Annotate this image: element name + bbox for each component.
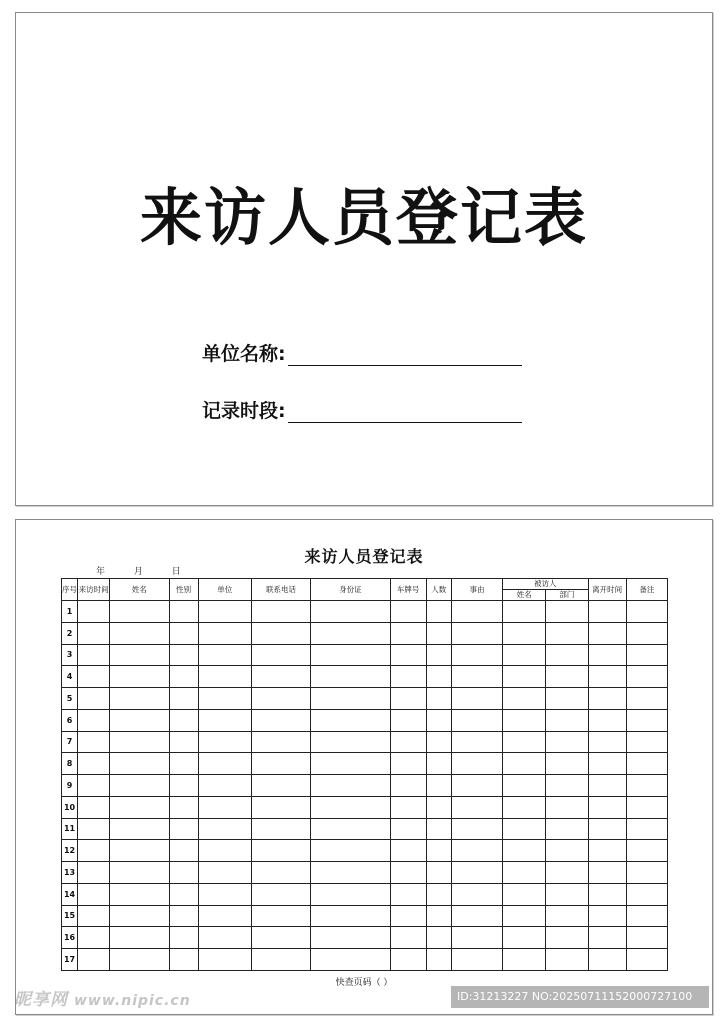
record-period-label: 记录时段:	[202, 400, 286, 422]
table-cell[interactable]	[390, 688, 426, 710]
table-cell[interactable]	[426, 731, 451, 753]
table-cell[interactable]	[626, 731, 667, 753]
table-row	[62, 666, 668, 688]
table-cell[interactable]	[390, 601, 426, 623]
table-cell[interactable]	[503, 731, 546, 753]
table-cell[interactable]	[588, 840, 626, 862]
table-cell[interactable]	[451, 862, 502, 884]
table-cell[interactable]	[503, 775, 546, 797]
row-number: 5	[62, 688, 78, 710]
table-cell[interactable]	[426, 927, 451, 949]
table-cell[interactable]	[546, 622, 588, 644]
table-cell[interactable]	[426, 666, 451, 688]
table-cell[interactable]	[198, 883, 251, 905]
header-seq: 序号	[62, 579, 78, 601]
table-cell[interactable]	[546, 796, 588, 818]
row-number: 2	[62, 622, 78, 644]
table-cell[interactable]	[451, 666, 502, 688]
table-cell[interactable]	[426, 818, 451, 840]
table-cell[interactable]	[503, 644, 546, 666]
table-cell[interactable]	[426, 601, 451, 623]
table-cell[interactable]	[78, 840, 110, 862]
date-line	[96, 564, 207, 577]
watermark-id-banner: ID:31213227 NO:20250711152000727100	[451, 986, 709, 1008]
table-cell[interactable]	[251, 688, 310, 710]
table-cell[interactable]	[451, 753, 502, 775]
table-cell[interactable]	[251, 775, 310, 797]
cover-page	[15, 12, 713, 506]
header-visit-time: 来访时间	[78, 579, 110, 601]
table-cell[interactable]	[451, 622, 502, 644]
table-cell[interactable]	[426, 775, 451, 797]
table-cell[interactable]	[390, 818, 426, 840]
header-phone: 联系电话	[251, 579, 310, 601]
table-cell[interactable]	[390, 622, 426, 644]
register-table-body	[62, 601, 668, 971]
table-cell[interactable]	[198, 775, 251, 797]
table-cell[interactable]	[198, 927, 251, 949]
row-number: 16	[62, 927, 78, 949]
unit-name-field	[202, 339, 522, 366]
table-cell[interactable]	[588, 731, 626, 753]
table-cell[interactable]	[169, 666, 198, 688]
table-cell[interactable]	[198, 688, 251, 710]
table-cell[interactable]	[251, 622, 310, 644]
table-row	[62, 796, 668, 818]
table-cell[interactable]	[626, 949, 667, 971]
table-cell[interactable]	[546, 775, 588, 797]
table-cell[interactable]	[588, 796, 626, 818]
table-cell[interactable]	[451, 644, 502, 666]
table-cell[interactable]	[588, 688, 626, 710]
table-row	[62, 775, 668, 797]
table-cell[interactable]	[588, 601, 626, 623]
table-cell[interactable]	[451, 840, 502, 862]
table-cell[interactable]	[311, 622, 390, 644]
table-cell[interactable]	[78, 666, 110, 688]
table-cell[interactable]	[503, 862, 546, 884]
table-cell[interactable]	[311, 905, 390, 927]
table-cell[interactable]	[546, 818, 588, 840]
table-cell[interactable]	[311, 883, 390, 905]
table-cell[interactable]	[426, 709, 451, 731]
table-cell[interactable]	[251, 949, 310, 971]
table-cell[interactable]	[110, 840, 169, 862]
table-cell[interactable]	[78, 601, 110, 623]
table-cell[interactable]	[198, 731, 251, 753]
table-cell[interactable]	[546, 840, 588, 862]
table-cell[interactable]	[588, 818, 626, 840]
row-number: 11	[62, 818, 78, 840]
table-cell[interactable]	[588, 644, 626, 666]
table-cell[interactable]	[78, 753, 110, 775]
header-count: 人数	[426, 579, 451, 601]
table-cell[interactable]	[426, 644, 451, 666]
table-cell[interactable]	[251, 862, 310, 884]
table-cell[interactable]	[451, 796, 502, 818]
table-row	[62, 927, 668, 949]
table-cell[interactable]	[78, 905, 110, 927]
table-cell[interactable]	[546, 731, 588, 753]
table-cell[interactable]	[169, 601, 198, 623]
table-cell[interactable]	[78, 775, 110, 797]
row-number: 8	[62, 753, 78, 775]
table-cell[interactable]	[390, 709, 426, 731]
table-cell[interactable]	[110, 949, 169, 971]
table-cell[interactable]	[588, 753, 626, 775]
table-cell[interactable]	[503, 949, 546, 971]
table-cell[interactable]	[626, 601, 667, 623]
table-cell[interactable]	[110, 622, 169, 644]
table-cell[interactable]	[169, 927, 198, 949]
header-reason: 事由	[451, 579, 502, 601]
table-cell[interactable]	[426, 688, 451, 710]
table-cell[interactable]	[198, 644, 251, 666]
table-cell[interactable]	[198, 862, 251, 884]
table-cell[interactable]	[626, 840, 667, 862]
table-cell[interactable]	[311, 775, 390, 797]
table-cell[interactable]	[110, 644, 169, 666]
table-row	[62, 818, 668, 840]
header-name: 姓名	[110, 579, 169, 601]
table-cell[interactable]	[588, 622, 626, 644]
table-cell[interactable]	[169, 709, 198, 731]
table-cell[interactable]	[198, 622, 251, 644]
table-cell[interactable]	[626, 796, 667, 818]
table-row	[62, 883, 668, 905]
table-cell[interactable]	[78, 883, 110, 905]
table-cell[interactable]	[390, 949, 426, 971]
table-cell[interactable]	[110, 818, 169, 840]
table-cell[interactable]	[78, 818, 110, 840]
table-row	[62, 949, 668, 971]
table-cell[interactable]	[78, 796, 110, 818]
table-row	[62, 688, 668, 710]
table-cell[interactable]	[251, 731, 310, 753]
table-cell[interactable]	[451, 731, 502, 753]
table-cell[interactable]	[626, 622, 667, 644]
table-cell[interactable]	[198, 709, 251, 731]
table-cell[interactable]	[78, 862, 110, 884]
table-cell[interactable]	[78, 949, 110, 971]
table-cell[interactable]	[311, 927, 390, 949]
table-cell[interactable]	[588, 905, 626, 927]
table-cell[interactable]	[626, 688, 667, 710]
cover-title: 来访人员登记表	[139, 181, 588, 254]
table-cell[interactable]	[251, 601, 310, 623]
table-cell[interactable]	[451, 775, 502, 797]
table-cell[interactable]	[503, 753, 546, 775]
table-cell[interactable]	[251, 840, 310, 862]
table-cell[interactable]	[311, 731, 390, 753]
row-number: 17	[62, 949, 78, 971]
unit-name-blank-line	[288, 347, 522, 366]
table-cell[interactable]	[311, 840, 390, 862]
table-cell[interactable]	[198, 796, 251, 818]
table-cell[interactable]	[169, 905, 198, 927]
table-cell[interactable]	[390, 644, 426, 666]
table-cell[interactable]	[546, 709, 588, 731]
table-cell[interactable]	[251, 905, 310, 927]
table-cell[interactable]	[78, 688, 110, 710]
table-cell[interactable]	[110, 883, 169, 905]
table-cell[interactable]	[110, 666, 169, 688]
row-number: 7	[62, 731, 78, 753]
table-cell[interactable]	[110, 862, 169, 884]
table-cell[interactable]	[251, 709, 310, 731]
table-cell[interactable]	[311, 709, 390, 731]
table-cell[interactable]	[451, 709, 502, 731]
table-cell[interactable]	[169, 949, 198, 971]
table-cell[interactable]	[451, 601, 502, 623]
table-cell[interactable]	[110, 775, 169, 797]
table-cell[interactable]	[503, 905, 546, 927]
table-cell[interactable]	[110, 731, 169, 753]
header-leave-time: 离开时间	[588, 579, 626, 601]
date-year: 年	[96, 567, 106, 577]
table-cell[interactable]	[390, 883, 426, 905]
table-cell[interactable]	[626, 818, 667, 840]
table-row	[62, 840, 668, 862]
table-cell[interactable]	[451, 927, 502, 949]
table-cell[interactable]	[390, 862, 426, 884]
header-visited-dept: 部门	[546, 590, 588, 601]
table-cell[interactable]	[546, 753, 588, 775]
table-cell[interactable]	[426, 840, 451, 862]
table-cell[interactable]	[451, 883, 502, 905]
header-visited: 被访人	[503, 579, 588, 590]
table-cell[interactable]	[626, 666, 667, 688]
table-cell[interactable]	[198, 818, 251, 840]
table-cell[interactable]	[390, 731, 426, 753]
table-cell[interactable]	[426, 753, 451, 775]
row-number: 9	[62, 775, 78, 797]
table-cell[interactable]	[626, 883, 667, 905]
table-cell[interactable]	[451, 949, 502, 971]
table-cell[interactable]	[198, 601, 251, 623]
table-cell[interactable]	[503, 883, 546, 905]
table-cell[interactable]	[311, 601, 390, 623]
table-cell[interactable]	[588, 709, 626, 731]
table-cell[interactable]	[503, 818, 546, 840]
page-number-footer: 快查页码（ ）	[335, 978, 393, 988]
row-number: 10	[62, 796, 78, 818]
table-cell[interactable]	[503, 601, 546, 623]
table-cell[interactable]	[311, 818, 390, 840]
table-cell[interactable]	[390, 753, 426, 775]
header-gender: 性别	[169, 579, 198, 601]
table-cell[interactable]	[311, 688, 390, 710]
table-cell[interactable]	[78, 709, 110, 731]
row-number: 13	[62, 862, 78, 884]
date-month: 月	[133, 567, 143, 577]
table-cell[interactable]	[169, 883, 198, 905]
table-row	[62, 601, 668, 623]
table-row	[62, 905, 668, 927]
table-cell[interactable]	[546, 862, 588, 884]
table-cell[interactable]	[588, 949, 626, 971]
table-cell[interactable]	[198, 666, 251, 688]
table-cell[interactable]	[426, 796, 451, 818]
table-cell[interactable]	[546, 905, 588, 927]
register-table	[61, 578, 668, 971]
table-cell[interactable]	[251, 883, 310, 905]
table-cell[interactable]	[78, 731, 110, 753]
table-cell[interactable]	[426, 862, 451, 884]
header-id-card: 身份证	[311, 579, 390, 601]
table-cell[interactable]	[546, 883, 588, 905]
table-cell[interactable]	[390, 927, 426, 949]
table-cell[interactable]	[198, 753, 251, 775]
header-remark: 备注	[626, 579, 667, 601]
table-cell[interactable]	[169, 644, 198, 666]
row-number: 3	[62, 644, 78, 666]
row-number: 4	[62, 666, 78, 688]
table-cell[interactable]	[546, 601, 588, 623]
table-cell[interactable]	[110, 688, 169, 710]
table-cell[interactable]	[198, 949, 251, 971]
sheet-title: 来访人员登记表	[304, 547, 424, 566]
watermark-site: www.nipic.cn	[74, 993, 191, 1009]
row-number: 12	[62, 840, 78, 862]
table-cell[interactable]	[110, 927, 169, 949]
table-cell[interactable]	[546, 644, 588, 666]
table-cell[interactable]	[198, 840, 251, 862]
table-cell[interactable]	[311, 644, 390, 666]
table-row	[62, 644, 668, 666]
table-cell[interactable]	[251, 818, 310, 840]
table-row	[62, 709, 668, 731]
register-sheet	[15, 519, 713, 1015]
row-number: 6	[62, 709, 78, 731]
table-cell[interactable]	[451, 688, 502, 710]
table-cell[interactable]	[390, 666, 426, 688]
record-period-blank-line	[288, 404, 522, 423]
row-number: 15	[62, 905, 78, 927]
table-cell[interactable]	[169, 753, 198, 775]
header-plate: 车牌号	[390, 579, 426, 601]
header-visited-name: 姓名	[503, 590, 546, 601]
table-cell[interactable]	[169, 688, 198, 710]
table-cell[interactable]	[588, 927, 626, 949]
table-cell[interactable]	[626, 709, 667, 731]
table-cell[interactable]	[311, 666, 390, 688]
unit-name-label: 单位名称:	[202, 343, 286, 365]
table-cell[interactable]	[78, 644, 110, 666]
table-cell[interactable]	[169, 862, 198, 884]
table-cell[interactable]	[390, 775, 426, 797]
table-cell[interactable]	[110, 601, 169, 623]
table-cell[interactable]	[451, 818, 502, 840]
table-row	[62, 862, 668, 884]
table-cell[interactable]	[169, 796, 198, 818]
table-cell[interactable]	[110, 709, 169, 731]
table-cell[interactable]	[546, 688, 588, 710]
table-cell[interactable]	[426, 905, 451, 927]
table-cell[interactable]	[390, 840, 426, 862]
table-row	[62, 731, 668, 753]
table-cell[interactable]	[110, 753, 169, 775]
table-cell[interactable]	[390, 905, 426, 927]
table-cell[interactable]	[198, 905, 251, 927]
table-cell[interactable]	[588, 862, 626, 884]
table-cell[interactable]	[626, 775, 667, 797]
table-cell[interactable]	[503, 840, 546, 862]
table-row	[62, 622, 668, 644]
table-cell[interactable]	[503, 688, 546, 710]
date-day: 日	[171, 567, 181, 577]
table-cell[interactable]	[503, 666, 546, 688]
table-cell[interactable]	[110, 905, 169, 927]
table-cell[interactable]	[251, 666, 310, 688]
table-cell[interactable]	[588, 883, 626, 905]
table-cell[interactable]	[588, 666, 626, 688]
table-cell[interactable]	[311, 862, 390, 884]
table-cell[interactable]	[251, 927, 310, 949]
table-cell[interactable]	[78, 622, 110, 644]
table-cell[interactable]	[546, 666, 588, 688]
table-cell[interactable]	[390, 796, 426, 818]
table-cell[interactable]	[626, 927, 667, 949]
table-cell[interactable]	[169, 731, 198, 753]
row-number: 14	[62, 883, 78, 905]
watermark-logo	[14, 985, 191, 1010]
table-row	[62, 753, 668, 775]
table-cell[interactable]	[251, 644, 310, 666]
table-cell[interactable]	[451, 905, 502, 927]
table-cell[interactable]	[78, 927, 110, 949]
table-cell[interactable]	[251, 753, 310, 775]
table-cell[interactable]	[503, 927, 546, 949]
table-cell[interactable]	[311, 949, 390, 971]
table-cell[interactable]	[169, 775, 198, 797]
watermark-brand: 昵享网	[14, 990, 68, 1010]
table-cell[interactable]	[503, 796, 546, 818]
table-cell[interactable]	[503, 622, 546, 644]
table-cell[interactable]	[311, 796, 390, 818]
record-period-field	[202, 396, 522, 423]
table-cell[interactable]	[426, 883, 451, 905]
row-number: 1	[62, 601, 78, 623]
table-cell[interactable]	[169, 818, 198, 840]
table-cell[interactable]	[588, 775, 626, 797]
table-cell[interactable]	[626, 862, 667, 884]
table-cell[interactable]	[546, 949, 588, 971]
table-cell[interactable]	[503, 709, 546, 731]
table-cell[interactable]	[426, 622, 451, 644]
table-cell[interactable]	[110, 796, 169, 818]
table-cell[interactable]	[169, 622, 198, 644]
table-cell[interactable]	[169, 840, 198, 862]
table-cell[interactable]	[626, 644, 667, 666]
table-cell[interactable]	[626, 753, 667, 775]
table-cell[interactable]	[251, 796, 310, 818]
header-unit: 单位	[198, 579, 251, 601]
table-cell[interactable]	[311, 753, 390, 775]
table-cell[interactable]	[546, 927, 588, 949]
table-cell[interactable]	[626, 905, 667, 927]
table-cell[interactable]	[426, 949, 451, 971]
